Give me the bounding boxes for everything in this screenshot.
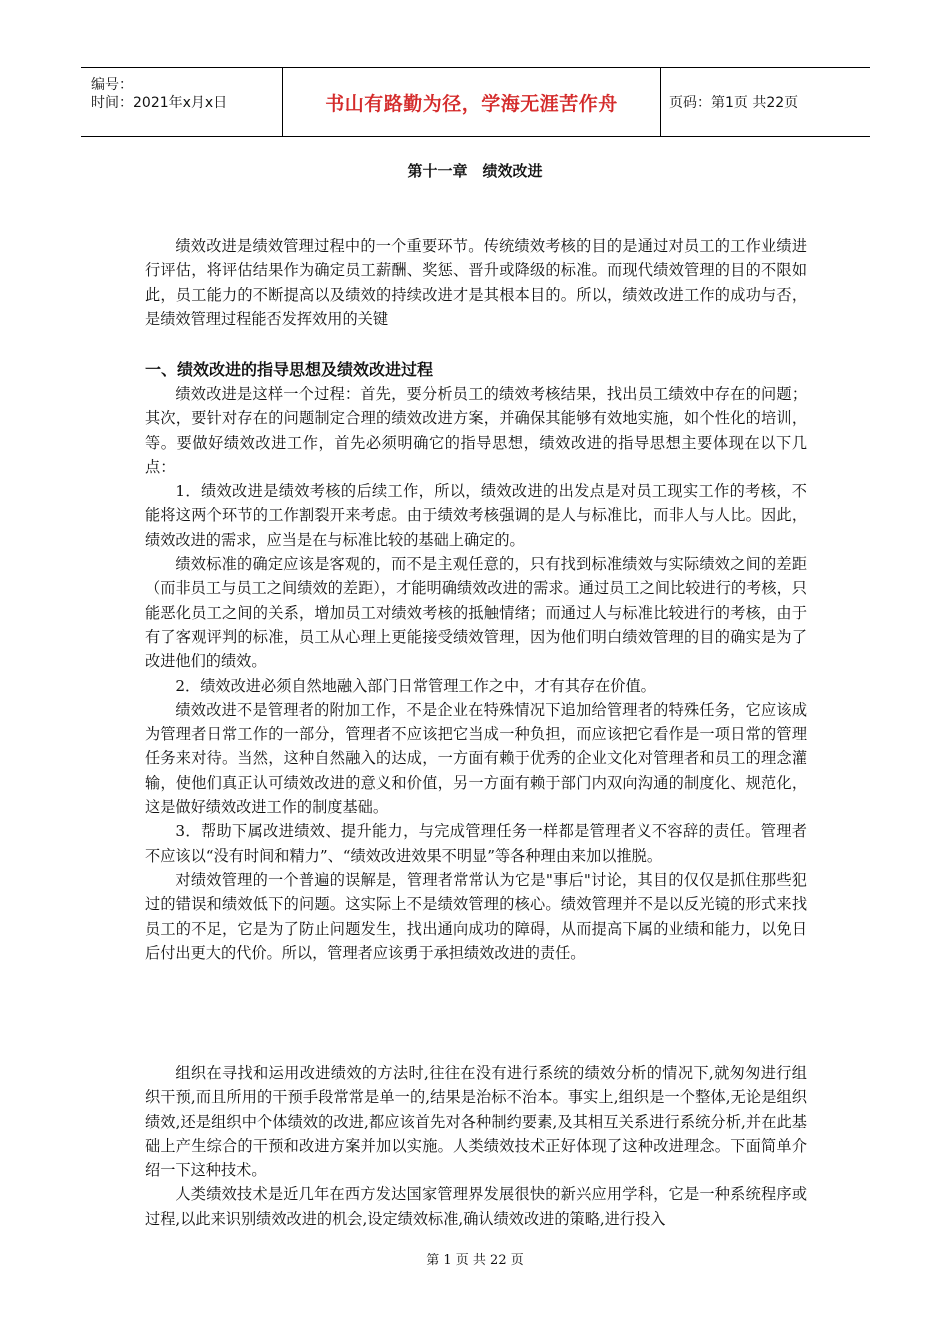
intro-paragraph: 绩效改进是绩效管理过程中的一个重要环节。传统绩效考核的目的是通过对员工的工作业绩进行评估，将评估结果作为确定员工薪酬、奖惩、晋升或降级的标准。而现代绩效管理的目的不限如此，员工能力的不断提高以及绩效的持续改进才是其根本目的。所以，绩效改进工作的成功与否，是绩效管理过程能否发挥效用的关键 (145, 237, 807, 328)
paragraph: 绩效改进不是管理者的附加工作，不是企业在特殊情况下追加给管理者的特殊任务，它应该成为管理者日常工作的一部分，管理者不应该把它当成一种负担，而应该把它看作是一项日常的管理任务来对待。当然，这种自然融入的达成，一方面有赖于优秀的企业文化对管理者和员工的理念灌输，使他们真正认可绩效改进的意义和价值，另一方面有赖于部门内双向沟通的制度化、规范化，这是做好绩效改进工作的制度基础。 (145, 700, 807, 817)
document-number-label: 编号： (91, 77, 133, 93)
section-1 (145, 358, 807, 965)
section-heading: 一、绩效改进的指导思想及绩效改进过程 (145, 360, 434, 379)
motto-text: 书山有路勤为径，学海无涯苦作舟 (325, 92, 618, 115)
paragraph: 人类绩效技术是近几年在西方发达国家管理界发展很快的新兴应用学科，它是一种系统程序或过程,以此来识别绩效改进的机会,设定绩效标准,确认绩效改进的策略,进行投入 (145, 1185, 807, 1228)
paragraph: 绩效标准的确定应该是客观的，而不是主观任意的，只有找到标准绩效与实际绩效之间的差距（而非员工与员工之间绩效的差距），才能明确绩效改进的需求。通过员工之间比较进行的考核，只能恶化员工之间的关系，增加员工对绩效考核的抵触情绪；而通过人与标准比较进行的考核，由于有了客观评判的标准，员工从心理上更能接受绩效管理，因为他们明白绩效管理的目的确实是为了改进他们的绩效。 (145, 555, 807, 671)
header-motto-cell (283, 68, 661, 136)
paragraph: 对绩效管理的一个普遍的误解是，管理者常常认为它是"事后"讨论，其目的仅仅是抓住那些犯过的错误和绩效低下的问题。这实际上不是绩效管理的核心。绩效管理并不是以反光镜的形式来找员工的不足，它是为了防止问题发生，找出通向成功的障碍，从而提高下属的业绩和能力，以免日后付出更大的代价。所以，管理者应该勇于承担绩效改进的责任。 (145, 870, 807, 962)
paragraph: 2．绩效改进必须自然地融入部门日常管理工作之中，才有其存在价值。 (175, 676, 656, 695)
document-header (81, 67, 870, 137)
paragraph: 组织在寻找和运用改进绩效的方法时,往往在没有进行系统的绩效分析的情况下,就匆匆进行组织干预,而且所用的干预手段常常是单一的,结果是治标不治本。事实上,组织是一个整体,无论是组织绩效,还是组织中个体绩效的改进,都应该首先对各种制约要素,及其相互关系进行系统分析,并在此基础上产生综合的干预和改进方案并加以实施。人类绩效技术正好体现了这种改进理念。下面简单介绍一下这种技术。 (145, 1064, 807, 1180)
intro-block (145, 234, 807, 331)
chapter-title: 第十一章 绩效改进 (407, 162, 543, 180)
paragraph: 绩效改进是这样一个过程：首先，要分析员工的绩效考核结果，找出员工绩效中存在的问题；其次，要针对存在的问题制定合理的绩效改进方案，并确保其能够有效地实施，如个性化的培训，等。要做好绩效改进工作，首先必须明确它的指导思想，绩效改进的指导思想主要体现在以下几点： (145, 385, 807, 476)
header-left-cell (81, 68, 283, 136)
page-footer: 第 1 页 共 22 页 (426, 1253, 524, 1268)
page-code: 页码：第1页 共22页 (669, 95, 799, 111)
header-page-cell (661, 68, 870, 136)
document-date: 时间：2021年x月x日 (91, 95, 228, 111)
paragraph: 1．绩效改进是绩效考核的后续工作，所以，绩效改进的出发点是对员工现实工作的考核，不能将这两个环节的工作割裂开来考虑。由于绩效考核强调的是人与标准比，而非人与人比。因此，绩效改进的需求，应当是在与标准比较的基础上确定的。 (145, 482, 807, 549)
section-2 (145, 1061, 807, 1231)
paragraph: 3．帮助下属改进绩效、提升能力，与完成管理任务一样都是管理者义不容辞的责任。管理者不应该以“没有时间和精力”、“绩效改进效果不明显”等各种理由来加以推脱。 (145, 822, 807, 865)
